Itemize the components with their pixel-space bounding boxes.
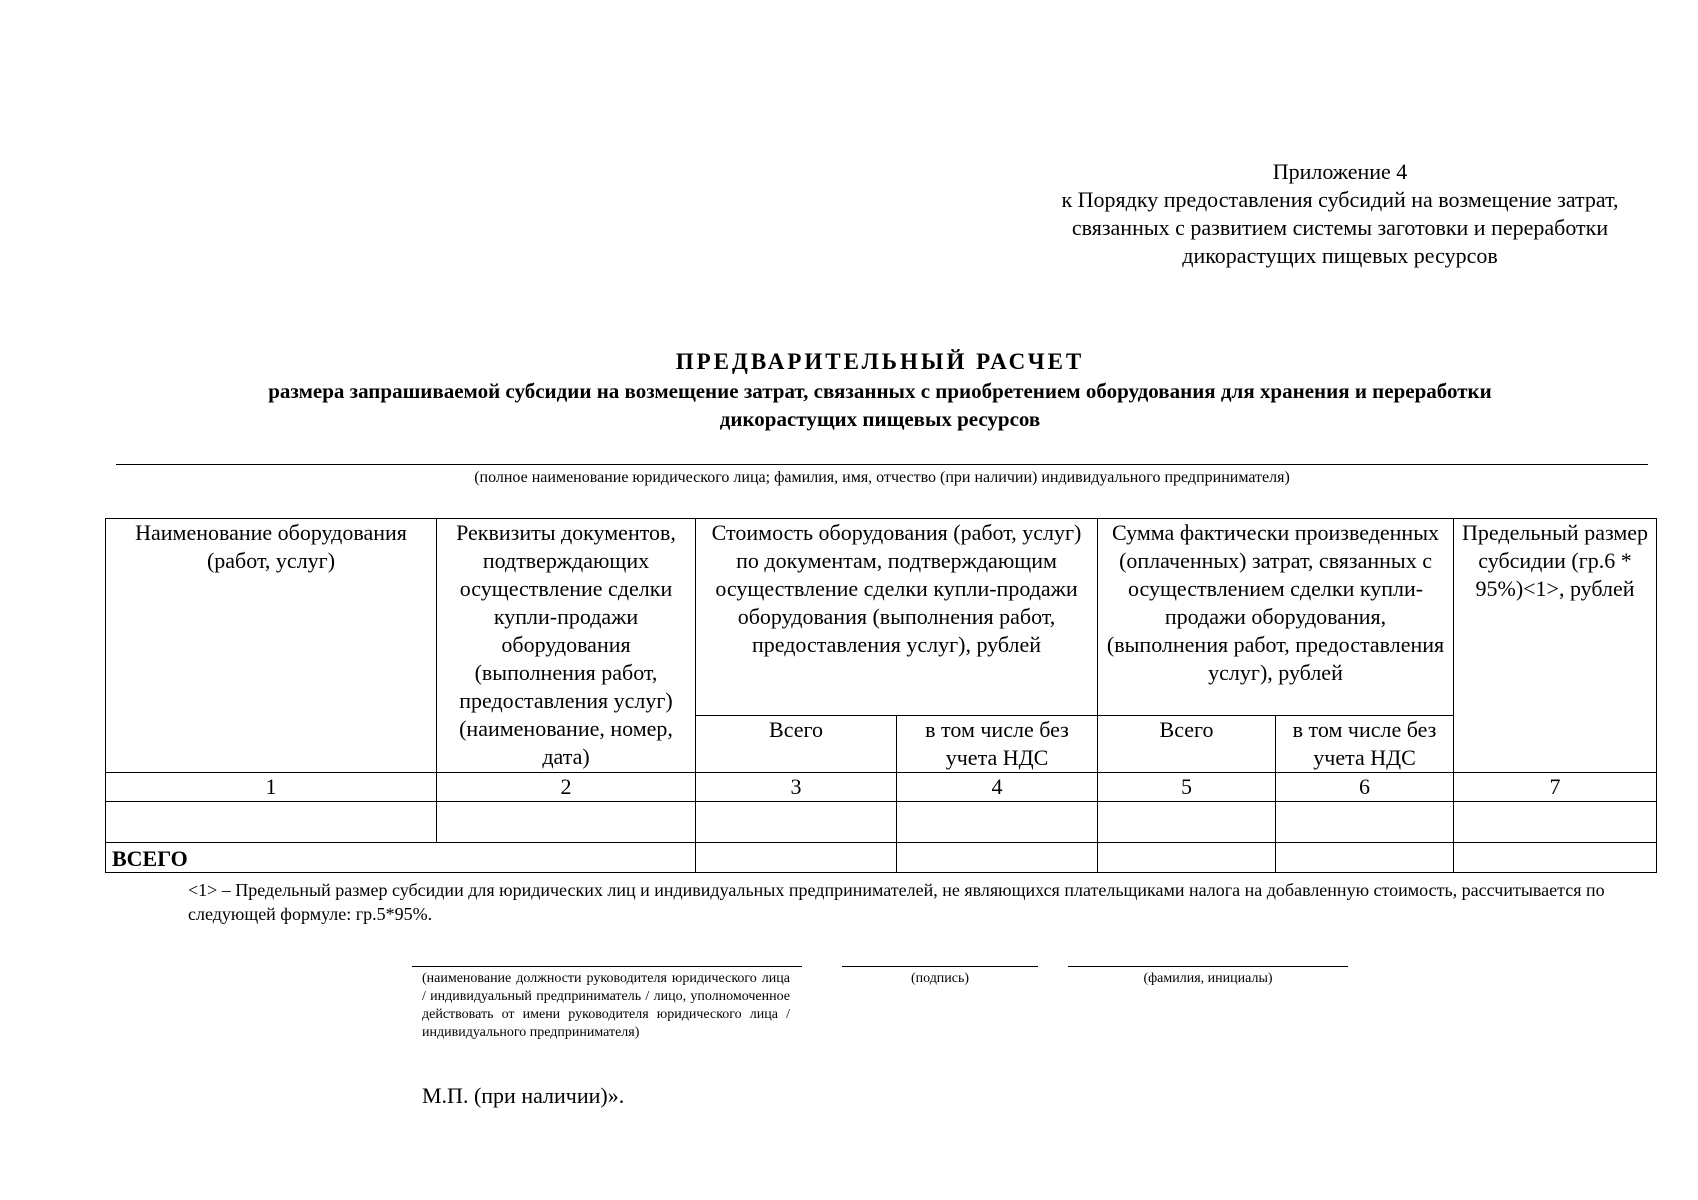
total-cell[interactable] bbox=[1276, 843, 1454, 873]
entity-name-field-line bbox=[116, 464, 1648, 465]
column-number: 6 bbox=[1276, 773, 1454, 802]
appendix-reference-line-3: дикорастущих пищевых ресурсов bbox=[1182, 243, 1498, 268]
column-number: 4 bbox=[897, 773, 1098, 802]
header-equipment-name: Наименование оборудования (работ, услуг) bbox=[106, 519, 437, 773]
table-header-row bbox=[106, 519, 1657, 716]
fio-caption: (фамилия, инициалы) bbox=[1143, 971, 1273, 986]
total-cell[interactable] bbox=[1098, 843, 1276, 873]
title-subtitle-line-2: дикорастущих пищевых ресурсов bbox=[719, 407, 1041, 431]
position-caption: (наименование должности руководителя юридического лица / индивидуальный предприниматель / лицо, уполномоченное действовать от имени руководителя юридического лица / индивидуального предпринимателя) bbox=[422, 971, 790, 1040]
table-cell[interactable] bbox=[1098, 802, 1276, 843]
column-number-row bbox=[106, 773, 1657, 802]
total-label: ВСЕГО bbox=[106, 843, 696, 873]
table-cell[interactable] bbox=[437, 802, 696, 843]
signature-caption: (подпись) bbox=[910, 971, 970, 986]
fio-signature-line bbox=[1068, 966, 1348, 967]
footnote: <1> – Предельный размер субсидии для юридических лиц и индивидуальных предпринимателей, не являющихся плательщиками налога на добавленную стоимость, рассчитывается по следующей формуле: гр.5*95%. bbox=[188, 880, 1605, 924]
stamp-placeholder: М.П. (при наличии)». bbox=[422, 1083, 625, 1108]
total-cell[interactable] bbox=[1454, 843, 1657, 873]
document-title bbox=[60, 347, 1698, 433]
table-cell[interactable] bbox=[696, 802, 897, 843]
column-number: 7 bbox=[1454, 773, 1657, 802]
signature-line bbox=[842, 966, 1038, 967]
header-actual-costs: Сумма фактически произведенных (оплаченных) затрат, связанных с осуществлением сделки купли-продажи оборудования, (выполнения работ, предоставления услуг), рублей bbox=[1098, 519, 1454, 716]
header-document-details: Реквизиты документов, подтверждающих осуществление сделки купли-продажи оборудования (выполнения работ, предоставления услуг) (наименование, номер, дата) bbox=[437, 519, 696, 773]
header-actual-total: Всего bbox=[1098, 716, 1276, 773]
table-row bbox=[106, 802, 1657, 843]
column-number: 2 bbox=[437, 773, 696, 802]
title-subtitle-line-1: размера запрашиваемой субсидии на возмещение затрат, связанных с приобретением оборудования для хранения и переработки bbox=[268, 379, 1492, 403]
table-cell[interactable] bbox=[1276, 802, 1454, 843]
calculation-table bbox=[105, 518, 1657, 873]
table-cell[interactable] bbox=[1454, 802, 1657, 843]
column-number: 3 bbox=[696, 773, 897, 802]
appendix-reference-line-2: связанных с развитием системы заготовки и переработки bbox=[1071, 215, 1609, 240]
total-row bbox=[106, 843, 1657, 873]
column-number: 1 bbox=[106, 773, 437, 802]
header-cost-without-vat: в том числе без учета НДС bbox=[897, 716, 1098, 773]
column-number: 5 bbox=[1098, 773, 1276, 802]
header-cost-total: Всего bbox=[696, 716, 897, 773]
total-cell[interactable] bbox=[897, 843, 1098, 873]
appendix-reference-line-1: к Порядку предоставления субсидий на возмещение затрат, bbox=[1061, 187, 1619, 212]
position-signature-line bbox=[412, 966, 802, 967]
title-main: ПРЕДВАРИТЕЛЬНЫЙ РАСЧЕТ bbox=[675, 349, 1085, 374]
appendix-number: Приложение 4 bbox=[1272, 159, 1408, 184]
appendix-header bbox=[1010, 158, 1670, 270]
table-cell[interactable] bbox=[897, 802, 1098, 843]
total-cell[interactable] bbox=[696, 843, 897, 873]
header-subsidy-limit: Предельный размер субсидии (гр.6 * 95%)<1>, рублей bbox=[1454, 519, 1657, 773]
table-cell[interactable] bbox=[106, 802, 437, 843]
header-actual-without-vat: в том числе без учета НДС bbox=[1276, 716, 1454, 773]
header-equipment-cost: Стоимость оборудования (работ, услуг) по документам, подтверждающим осуществление сделки купли-продажи оборудования (выполнения работ, предоставления услуг), рублей bbox=[696, 519, 1098, 716]
entity-name-caption: (полное наименование юридического лица; фамилия, имя, отчество (при наличии) индивидуального предпринимателя) bbox=[474, 469, 1290, 486]
